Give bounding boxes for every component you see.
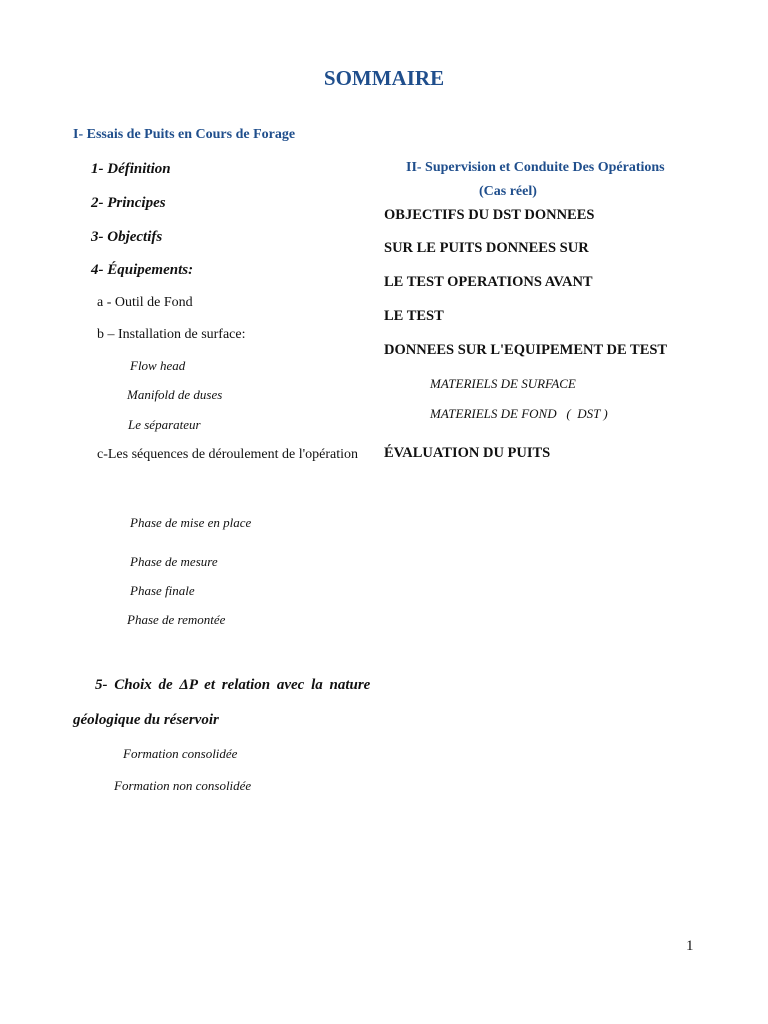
subitem-outil-de-fond: a - Outil de Fond [97,295,193,310]
item-principes: 2- Principes [91,195,166,211]
section2-heading: II- Supervision et Conduite Des Opérations [406,160,665,175]
b-item-manifold: Manifold de duses [127,387,223,402]
section2-line-le-test: LE TEST [384,308,444,324]
section1-heading: I- Essais de Puits en Cours de Forage [73,127,296,142]
c-item-mise-en-place: Phase de mise en place [130,515,252,530]
section2-line-test-operations: LE TEST OPERATIONS AVANT [384,274,593,290]
subitem-sequences: c-Les séquences de déroulement de l'opération [97,447,359,462]
item-equipements: 4- Équipements: [91,262,194,278]
section2-line-objectifs: OBJECTIFS DU DST DONNEES [384,207,595,223]
page-title: SOMMAIRE [323,66,445,90]
b-item-flow-head: Flow head [130,358,186,373]
formation-non-consolidee: Formation non consolidée [114,778,252,793]
c-item-remontee: Phase de remontée [127,612,226,627]
item-choix-delta-p-cont: géologique du réservoir [73,712,219,728]
section2-line-puits: SUR LE PUITS DONNEES SUR [384,240,589,256]
item-objectifs: 3- Objectifs [91,229,163,245]
evaluation-puits: ÉVALUATION DU PUITS [384,445,551,461]
item-choix-delta-p: 5- Choix de ΔP et relation avec la nature [95,677,371,693]
section2-subheading: (Cas réel) [479,184,537,199]
materiels-fond: MATERIELS DE FOND ( DST ) [430,406,608,421]
section2-line-equipement: DONNEES SUR L'EQUIPEMENT DE TEST [384,342,668,358]
formation-consolidee: Formation consolidée [123,746,238,761]
materiels-surface: MATERIELS DE SURFACE [430,376,576,391]
item-definition: 1- Définition [91,161,171,177]
page-number: 1 [686,938,694,954]
b-item-separateur: Le séparateur [128,417,201,432]
c-item-mesure: Phase de mesure [130,554,218,569]
c-item-finale: Phase finale [130,583,195,598]
subitem-installation-surface: b – Installation de surface: [97,327,246,342]
